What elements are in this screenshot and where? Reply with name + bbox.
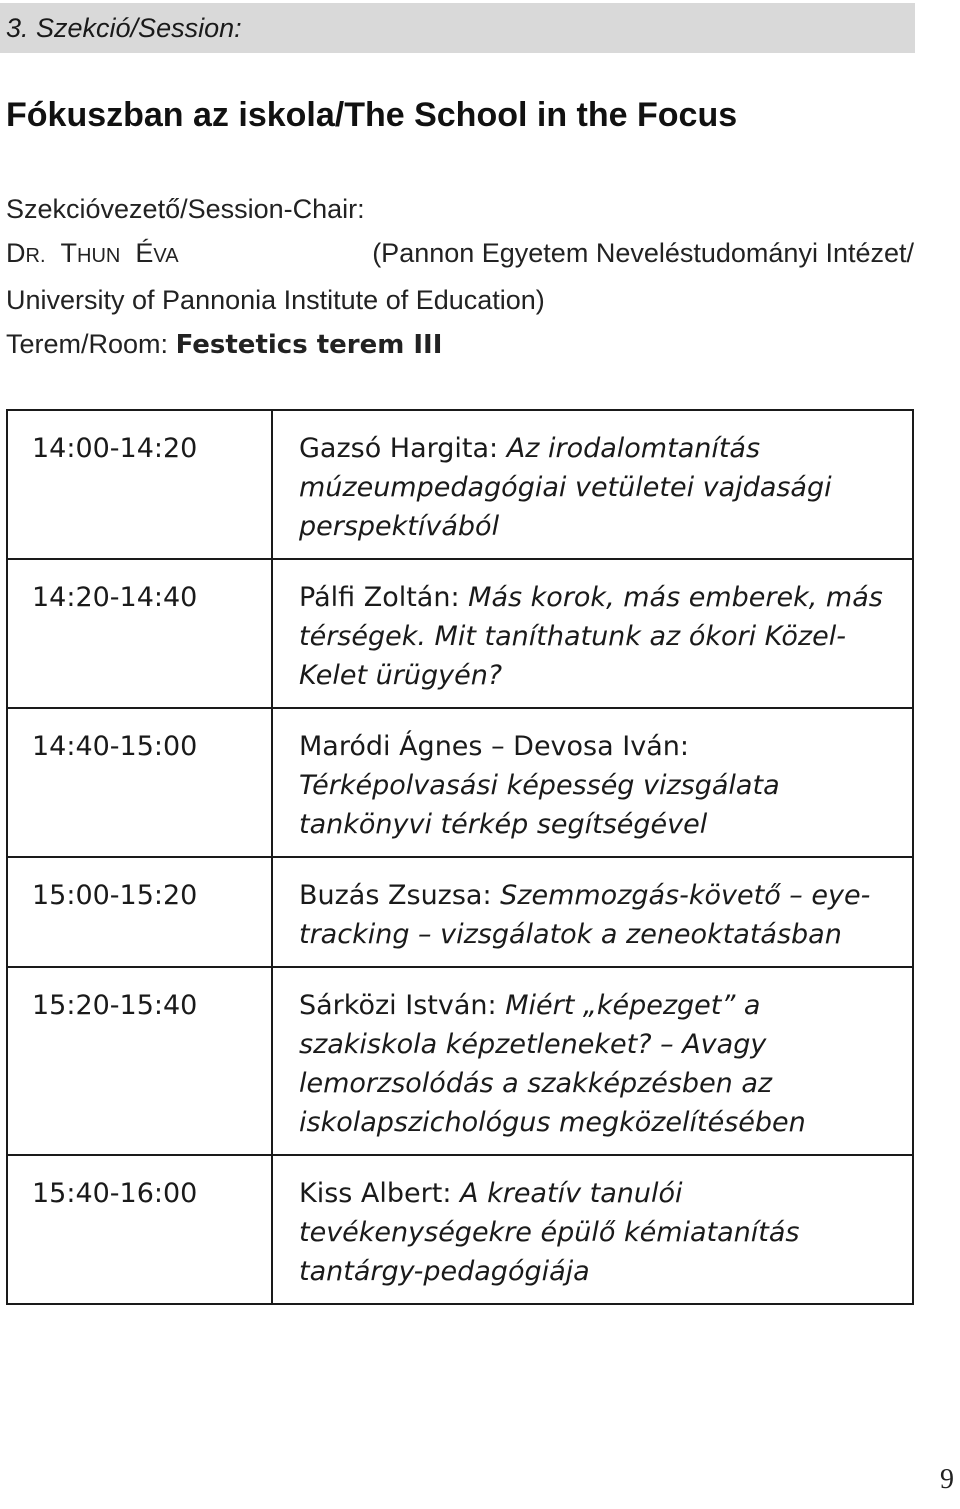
slot-time: 15:40-16:00	[7, 1155, 272, 1304]
speaker: Pálfi Zoltán:	[299, 582, 460, 613]
session-header-bar	[0, 3, 915, 53]
slot-talk	[272, 967, 913, 1155]
talk-title: Más korok, más emberek, más térségek. Mit taníthatunk az ókori Közel-Kelet ürügyén?	[299, 582, 883, 691]
talk-title: Térképolvasási képesség vizsgálata tankönyvi térkép segítségével	[299, 770, 780, 840]
chair-name: DR. THUN ÉVA	[6, 238, 179, 268]
session-heading: 3. Szekció/Session:	[6, 13, 242, 43]
slot-time: 15:00-15:20	[7, 857, 272, 967]
chair-label: Szekcióvezető/Session-Chair:	[6, 194, 365, 224]
slot-time: 15:20-15:40	[7, 967, 272, 1155]
speaker: Buzás Zsuzsa:	[299, 880, 492, 911]
room-value: Festetics terem III	[175, 330, 443, 360]
page-number: 9	[940, 1464, 954, 1495]
speaker: Gazsó Hargita:	[299, 433, 499, 464]
table-row	[7, 410, 913, 559]
talk-title: Miért „képezget” a szakiskola képzetleneket? – Avagy lemorzsolódás a szakképzésben az iskolapszichológus megközelítésében	[299, 990, 806, 1138]
room-label: Terem/Room:	[6, 329, 169, 359]
speaker: Sárközi István:	[299, 990, 497, 1021]
slot-talk	[272, 410, 913, 559]
table-row	[7, 1155, 913, 1304]
chair-affiliation-line1: (Pannon Egyetem Neveléstudományi Intézet/	[372, 238, 914, 268]
slot-talk	[272, 708, 913, 857]
speaker: Kiss Albert:	[299, 1178, 452, 1209]
chair-affiliation-line2: University of Pannonia Institute of Education)	[6, 285, 545, 315]
slot-talk	[272, 857, 913, 967]
chair-line	[6, 231, 914, 278]
table-row	[7, 559, 913, 708]
table-row	[7, 857, 913, 967]
slot-talk	[272, 559, 913, 708]
schedule-table	[6, 409, 914, 1305]
talk-title: Szemmozgás-követő – eye-tracking – vizsgálatok a zeneoktatásban	[299, 880, 871, 950]
slot-talk	[272, 1155, 913, 1304]
speaker: Maródi Ágnes – Devosa Iván:	[299, 731, 689, 762]
session-meta	[6, 187, 914, 367]
page-title: Fókuszban az iskola/The School in the Focus	[6, 96, 738, 134]
slot-time: 14:20-14:40	[7, 559, 272, 708]
slot-time: 14:40-15:00	[7, 708, 272, 857]
talk-title: Az irodalomtanítás múzeumpedagógiai vetületei vajdasági perspektívából	[299, 433, 832, 542]
table-row	[7, 967, 913, 1155]
talk-title: A kreatív tanulói tevékenységekre épülő kémiatanítás tantárgy-pedagógiája	[299, 1178, 800, 1287]
room-line	[6, 322, 914, 367]
table-row	[7, 708, 913, 857]
slot-time: 14:00-14:20	[7, 410, 272, 559]
